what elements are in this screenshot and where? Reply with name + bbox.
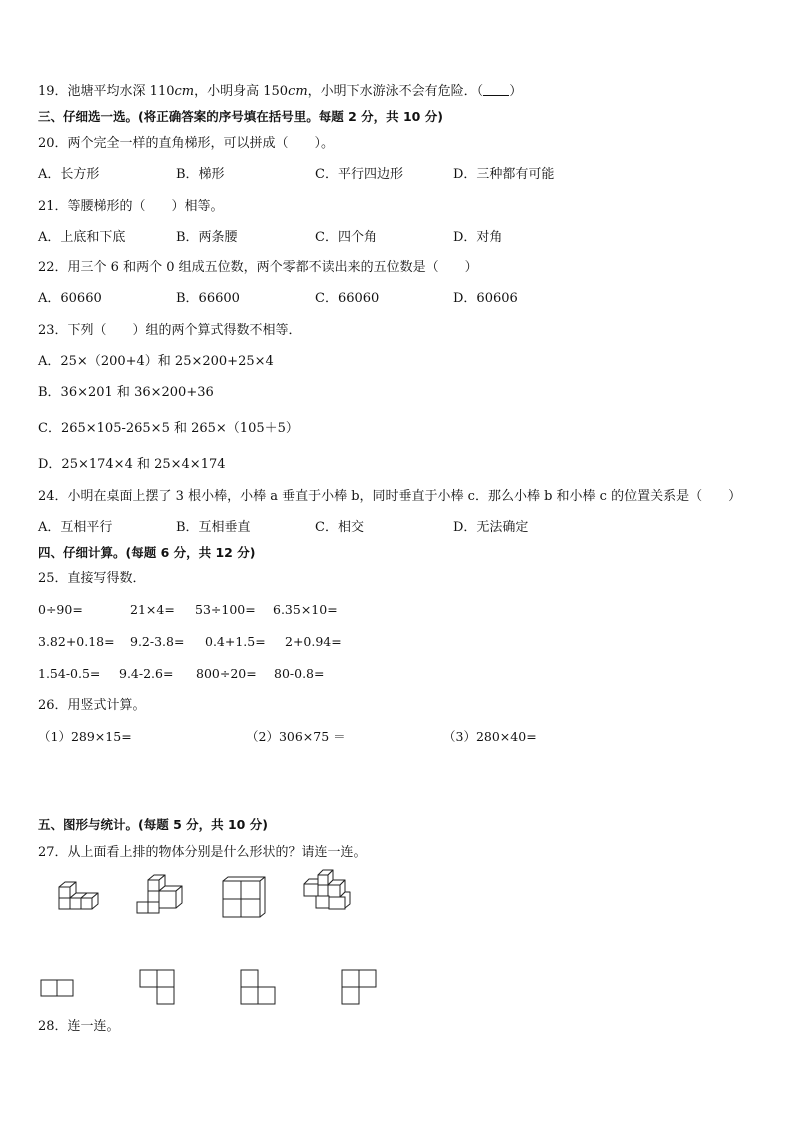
cube-stack-figure-4[interactable] — [300, 866, 356, 922]
question-26-stem: 26．用竖式计算。 — [38, 698, 146, 713]
q19-text: ） — [509, 84, 523, 99]
q21-option-a[interactable]: A．上底和下底 — [38, 230, 126, 245]
q24-option-b[interactable]: B．互相垂直 — [176, 520, 251, 535]
q24-option-a[interactable]: A．互相平行 — [38, 520, 113, 535]
q24-option-d[interactable]: D．无法确定 — [453, 520, 529, 535]
q23-option-d[interactable]: D．25×174×4 和 25×4×174 — [38, 457, 226, 472]
cube-face — [328, 885, 340, 897]
calc-item[interactable]: 0÷90= — [38, 602, 83, 617]
q23-option-b[interactable]: B．36×201 和 36×200+36 — [38, 385, 214, 400]
cube-face — [316, 896, 329, 908]
q21-option-c[interactable]: C．四个角 — [315, 230, 377, 245]
q22-option-a[interactable]: A．60660 — [38, 291, 102, 306]
calc-item[interactable]: 800÷20= — [196, 666, 257, 681]
q20-option-b[interactable]: B．梯形 — [176, 167, 225, 182]
square-cell — [157, 987, 174, 1004]
calc-item[interactable]: 6.35×10= — [273, 602, 338, 617]
vertical-calc-item[interactable]: （1）289×15= — [38, 729, 132, 744]
cube-face — [241, 881, 260, 899]
cube-stack-figure-1[interactable] — [55, 878, 105, 920]
calc-item[interactable]: 3.82+0.18= — [38, 634, 115, 649]
q22-option-c[interactable]: C．66060 — [315, 291, 380, 306]
calc-item[interactable]: 1.54-0.5= — [38, 666, 101, 681]
q21-option-b[interactable]: B．两条腰 — [176, 230, 238, 245]
section-4-heading: 四、仔细计算。(每题 6 分，共 12 分) — [38, 545, 256, 560]
q19-text: ，小明下水游泳不会有危险．（ — [307, 84, 484, 99]
cube-face — [304, 879, 318, 884]
square-cell — [359, 970, 376, 987]
question-21-stem: 21．等腰梯形的（ ）相等。 — [38, 199, 224, 214]
cube-face — [329, 897, 345, 909]
q23-option-c[interactable]: C．265×105-265×5 和 265×（105＋5） — [38, 421, 299, 436]
answer-blank[interactable] — [483, 83, 509, 96]
square-cell — [342, 970, 359, 987]
vertical-calc-item[interactable]: （2）306×75 ＝ — [246, 729, 346, 744]
square-cell — [241, 970, 258, 987]
top-view-shape-4[interactable] — [341, 969, 379, 1007]
square-cell — [258, 987, 275, 1004]
q23-option-a[interactable]: A．25×（200+4）和 25×200+25×4 — [38, 354, 274, 369]
q19-text: 19．池塘平均水深 110 — [38, 84, 175, 99]
calc-item[interactable]: 53÷100= — [195, 602, 256, 617]
q20-option-c[interactable]: C．平行四边形 — [315, 167, 403, 182]
question-24-stem: 24．小明在桌面上摆了 3 根小棒，小棒 a 垂直于小棒 b，同时垂直于小棒 c．那么小棒 b 和小棒 c 的位置关系是（ ） — [38, 489, 742, 504]
cube-stack-figure-2[interactable] — [135, 872, 189, 922]
q20-option-a[interactable]: A．长方形 — [38, 167, 100, 182]
q22-option-d[interactable]: D．60606 — [453, 291, 518, 306]
question-23-stem: 23．下列（ ）组的两个算式得数不相等． — [38, 323, 302, 338]
vertical-calc-item[interactable]: （3）280×40= — [443, 729, 537, 744]
square-cell — [241, 987, 258, 1004]
cube-face — [318, 875, 328, 885]
question-28-stem: 28．连一连。 — [38, 1019, 120, 1034]
question-27-stem: 27．从上面看上排的物体分别是什么形状的？请连一连。 — [38, 845, 367, 860]
question-22-stem: 22．用三个 6 和两个 0 组成五位数，两个零都不读出来的五位数是（ ） — [38, 260, 478, 275]
q22-option-b[interactable]: B．66600 — [176, 291, 240, 306]
calc-item[interactable]: 21×4= — [130, 602, 175, 617]
square-cell — [41, 980, 57, 996]
calc-item[interactable]: 0.4+1.5= — [205, 634, 266, 649]
q24-option-c[interactable]: C．相交 — [315, 520, 364, 535]
cube-face — [223, 877, 265, 881]
cube-face — [318, 885, 328, 896]
cube-face — [148, 880, 159, 891]
cube-face — [223, 881, 241, 899]
q21-option-d[interactable]: D．对角 — [453, 230, 503, 245]
q19-unit-cm: cm — [288, 84, 308, 99]
cube-face — [304, 884, 318, 896]
cube-stack-figure-3[interactable] — [220, 875, 270, 921]
question-20-stem: 20．两个完全一样的直角梯形，可以拼成（ ）。 — [38, 136, 335, 151]
cube-face — [241, 899, 260, 917]
top-view-shape-2[interactable] — [139, 969, 177, 1007]
top-view-shape-1[interactable] — [40, 979, 76, 999]
section-5-heading: 五、图形与统计。(每题 5 分，共 10 分) — [38, 817, 268, 832]
square-cell — [140, 970, 157, 987]
cube-face — [137, 902, 148, 913]
cube-face — [260, 877, 265, 917]
calc-item[interactable]: 9.2-3.8= — [130, 634, 185, 649]
cube-face — [148, 891, 159, 902]
q19-text: ，小明身高 150 — [194, 84, 289, 99]
cube-face — [159, 891, 176, 908]
cube-face — [81, 898, 92, 909]
q20-option-d[interactable]: D．三种都有可能 — [453, 167, 555, 182]
calc-item[interactable]: 9.4-2.6= — [119, 666, 174, 681]
question-25-stem: 25．直接写得数． — [38, 571, 146, 586]
calc-item[interactable]: 80-0.8= — [274, 666, 325, 681]
square-cell — [57, 980, 73, 996]
square-cell — [342, 987, 359, 1004]
cube-face — [59, 898, 70, 909]
cube-face — [70, 898, 81, 909]
cube-face — [223, 899, 241, 917]
section-3-heading: 三、仔细选一选。(将正确答案的序号填在括号里。每题 2 分，共 10 分) — [38, 109, 443, 124]
cube-face — [148, 902, 159, 913]
q19-unit-cm: cm — [174, 84, 195, 99]
square-cell — [157, 970, 174, 987]
calc-item[interactable]: 2+0.94= — [285, 634, 342, 649]
top-view-shape-3[interactable] — [240, 969, 278, 1007]
question-19 — [38, 83, 522, 100]
cube-face — [59, 887, 70, 898]
